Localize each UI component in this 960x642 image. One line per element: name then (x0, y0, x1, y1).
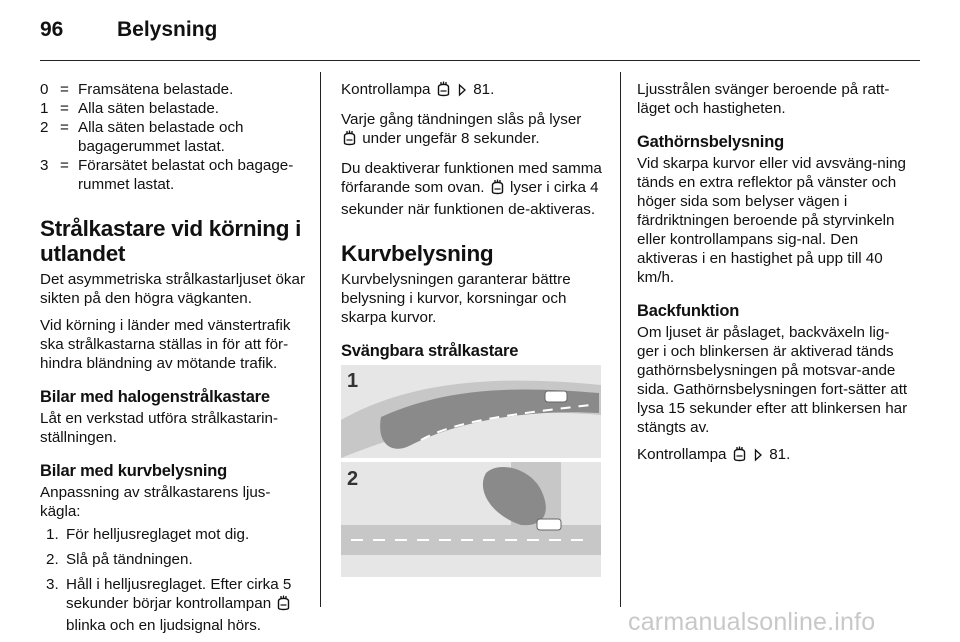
watermark: carmanualsonline.info (628, 608, 876, 636)
page-reference-icon (754, 448, 763, 467)
header-rule (40, 60, 920, 61)
illustration-svg (341, 365, 601, 577)
heading-kurvbelysning: Kurvbelysning (341, 241, 494, 266)
paragraph (341, 80, 607, 102)
column-2 (341, 80, 607, 363)
headlight-illustration (341, 365, 601, 577)
paragraph: Om ljuset är påslaget, backväxeln lig-ger i och blinkersen är aktiverad tänds gathörnsbelysningen på motsvar-ande sida. Gathörnsbelysningen fort-sätter att lysa 15 sekunder efter att blinkersen har stängts av. (637, 324, 908, 436)
paragraph: Ljusstrålen svänger beroende på ratt-läget och hastigheten. (637, 81, 890, 117)
paragraph (341, 110, 607, 151)
text: Kontrollampa (637, 446, 727, 463)
paragraph: Vid körning i länder med vänstertrafik ska strålkastarna ställas in för att för-hindra bländning av mötande trafik. (40, 317, 291, 372)
paragraph (341, 159, 607, 219)
definition-item (40, 80, 308, 99)
definition-text: Framsätena belastade. (78, 81, 234, 98)
page-reference-icon (458, 83, 467, 102)
definition-equals: = (60, 157, 69, 174)
page-number: 96 (40, 18, 64, 41)
panel-separator (341, 458, 601, 462)
panel-2-bg (341, 462, 601, 577)
step-text-part: blinka och en ljudsignal hörs. (66, 617, 262, 634)
definition-equals: = (60, 81, 69, 98)
definition-text: Alla säten belastade. (78, 100, 220, 117)
definition-key: 0 (40, 81, 49, 98)
paragraph (637, 445, 909, 467)
adaptive-light-icon (343, 130, 356, 151)
paragraph: Vid skarpa kurvor eller vid avsväng-ning tänds en extra reflektor på vänster och höger sida som belyser vägen i färdriktningen beroende på styrvinkeln eller kontrollampans sig-nal. Den aktiveras i en hastighet på upp till 40 km/h. (637, 155, 907, 286)
text: Varje gång tändningen slås på lyser (341, 111, 582, 128)
heading-back: Backfunktion (637, 302, 740, 320)
panel-2-label: 2 (347, 468, 359, 490)
definition-key: 1 (40, 100, 49, 117)
adaptive-light-icon (277, 595, 290, 616)
page-header (0, 0, 960, 62)
paragraph: Kurvbelysningen garanterar bättre belysning i kurvor, korsningar och skarpa kurvor. (341, 271, 571, 326)
heading-svangbara: Svängbara strålkastare (341, 342, 519, 360)
adaptive-light-icon (437, 81, 450, 102)
text: Kontrollampa (341, 81, 431, 98)
definition-text: Alla säten belastade och bagagerummet lastat. (78, 119, 244, 155)
column-divider (620, 72, 621, 607)
definition-list (40, 80, 308, 194)
page-reference-link[interactable]: 81. (769, 446, 791, 463)
column-divider (320, 72, 321, 607)
step-number: 1. (46, 526, 59, 543)
step-text: Slå på tändningen. (66, 551, 193, 568)
step-number: 3. (46, 576, 59, 593)
column-1 (40, 80, 308, 641)
definition-equals: = (60, 100, 69, 117)
definition-item (40, 156, 308, 194)
text: lyser i cirka 4 sekunder när funktionen de-aktiveras. (341, 179, 599, 218)
text: under ungefär 8 sekunder. (358, 130, 540, 147)
adaptive-light-icon (491, 179, 504, 200)
definition-item (40, 118, 308, 156)
panel-1-label: 1 (347, 370, 359, 392)
step-number: 2. (46, 551, 59, 568)
definition-item (40, 99, 308, 118)
definition-key: 3 (40, 157, 49, 174)
definition-equals: = (60, 119, 69, 136)
step-text: För helljusreglaget mot dig. (66, 526, 250, 543)
list-item (40, 575, 308, 635)
paragraph: Det asymmetriska strålkastarljuset ökar sikten på den högra vägkanten. (40, 271, 306, 307)
page-title: Belysning (117, 18, 218, 41)
heading-halogen: Bilar med halogenstrålkastare (40, 388, 270, 406)
column-3 (637, 80, 909, 475)
step-text-part: Håll i helljusreglaget. Efter cirka 5 sekunder börjar kontrollampan (66, 576, 292, 612)
page-reference-link[interactable]: 81. (473, 81, 495, 98)
paragraph: Anpassning av strålkastarens ljus-kägla: (40, 484, 271, 520)
step-text (66, 575, 308, 635)
car-icon (537, 519, 561, 530)
adaptive-light-icon (733, 446, 746, 467)
car-icon (545, 391, 567, 402)
definition-text: Förarsätet belastat och bagage-rummet lastat. (78, 157, 294, 193)
step-list (40, 525, 308, 635)
definition-key: 2 (40, 119, 49, 136)
heading-gathorn: Gathörnsbelysning (637, 133, 784, 151)
heading-abroad: Strålkastare vid körning i utlandet (40, 216, 302, 266)
list-item (40, 550, 308, 569)
heading-kurv: Bilar med kurvbelysning (40, 462, 228, 480)
list-item (40, 525, 308, 544)
paragraph: Låt en verkstad utföra strålkastarin-ställningen. (40, 410, 279, 446)
text: Du deaktiverar funktionen med samma förfarande som ovan. (341, 160, 602, 196)
